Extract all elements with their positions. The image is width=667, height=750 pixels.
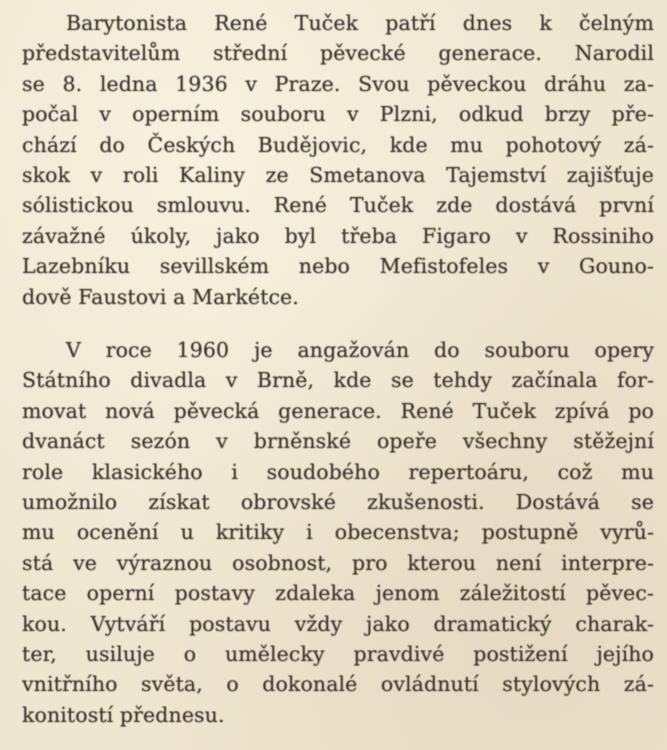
text-line: movat nová pěvecká generace. René Tuček zpívá po bbox=[22, 398, 654, 423]
text-line: počal v operním souboru v Plzni, odkud brzy pře- bbox=[22, 102, 654, 127]
text-line: představitelům střední pěvecké generace. Narodil bbox=[22, 41, 654, 66]
text-line: dově Faustovi a Markétce. bbox=[22, 284, 299, 309]
text-line: V roce 1960 je angažován do souboru opery bbox=[66, 338, 654, 362]
text-line: závažné úkoly, jako byl třeba Figaro v Rossiniho bbox=[22, 223, 654, 248]
text-line: dvanáct sezón v brněnské opeře všechny stěžejní bbox=[22, 429, 654, 454]
text-line: konitostí přednesu. bbox=[22, 702, 225, 727]
text-line: role klasického i soudobého repertoáru, což mu bbox=[22, 459, 654, 484]
text-line: Státního divadla v Brně, kde se tehdy začínala for- bbox=[22, 368, 654, 393]
text-line: vnitřního světa, o dokonalé ovládnutí stylových zá- bbox=[22, 672, 654, 697]
text-line: sólistickou smlouvu. René Tuček zde dostává první bbox=[22, 193, 654, 218]
paragraph-1 bbox=[22, 8, 654, 312]
text-line: skok v roli Kaliny ze Smetanova Tajemství zajišťuje bbox=[22, 162, 654, 187]
text-line: chází do Českých Budějovic, kde mu pohotový zá- bbox=[22, 132, 654, 157]
text-line: se 8. ledna 1936 v Praze. Svou pěveckou dráhu za- bbox=[22, 71, 654, 96]
text-line: tace operní postavy zdaleka jenom záležitostí pěvec- bbox=[22, 581, 654, 606]
text-line: stá ve výraznou osobnost, pro kterou není interpre- bbox=[22, 550, 654, 575]
text-line: umožnilo získat obrovské zkušenosti. Dostává se bbox=[22, 489, 654, 514]
text-line: Barytonista René Tuček patří dnes k čelným bbox=[66, 11, 654, 35]
text-line: mu ocenění u kritiky i obecenstva; postupně vyrů- bbox=[22, 520, 654, 545]
text-line: ter, usiluje o umělecky pravdivé postižení jejího bbox=[22, 641, 654, 666]
paragraph-2 bbox=[22, 335, 654, 730]
text-line: Lazebníku sevillském nebo Mefistofeles v Gouno- bbox=[22, 254, 654, 279]
text-line: kou. Vytváří postavu vždy jako dramatický charak- bbox=[22, 611, 654, 636]
